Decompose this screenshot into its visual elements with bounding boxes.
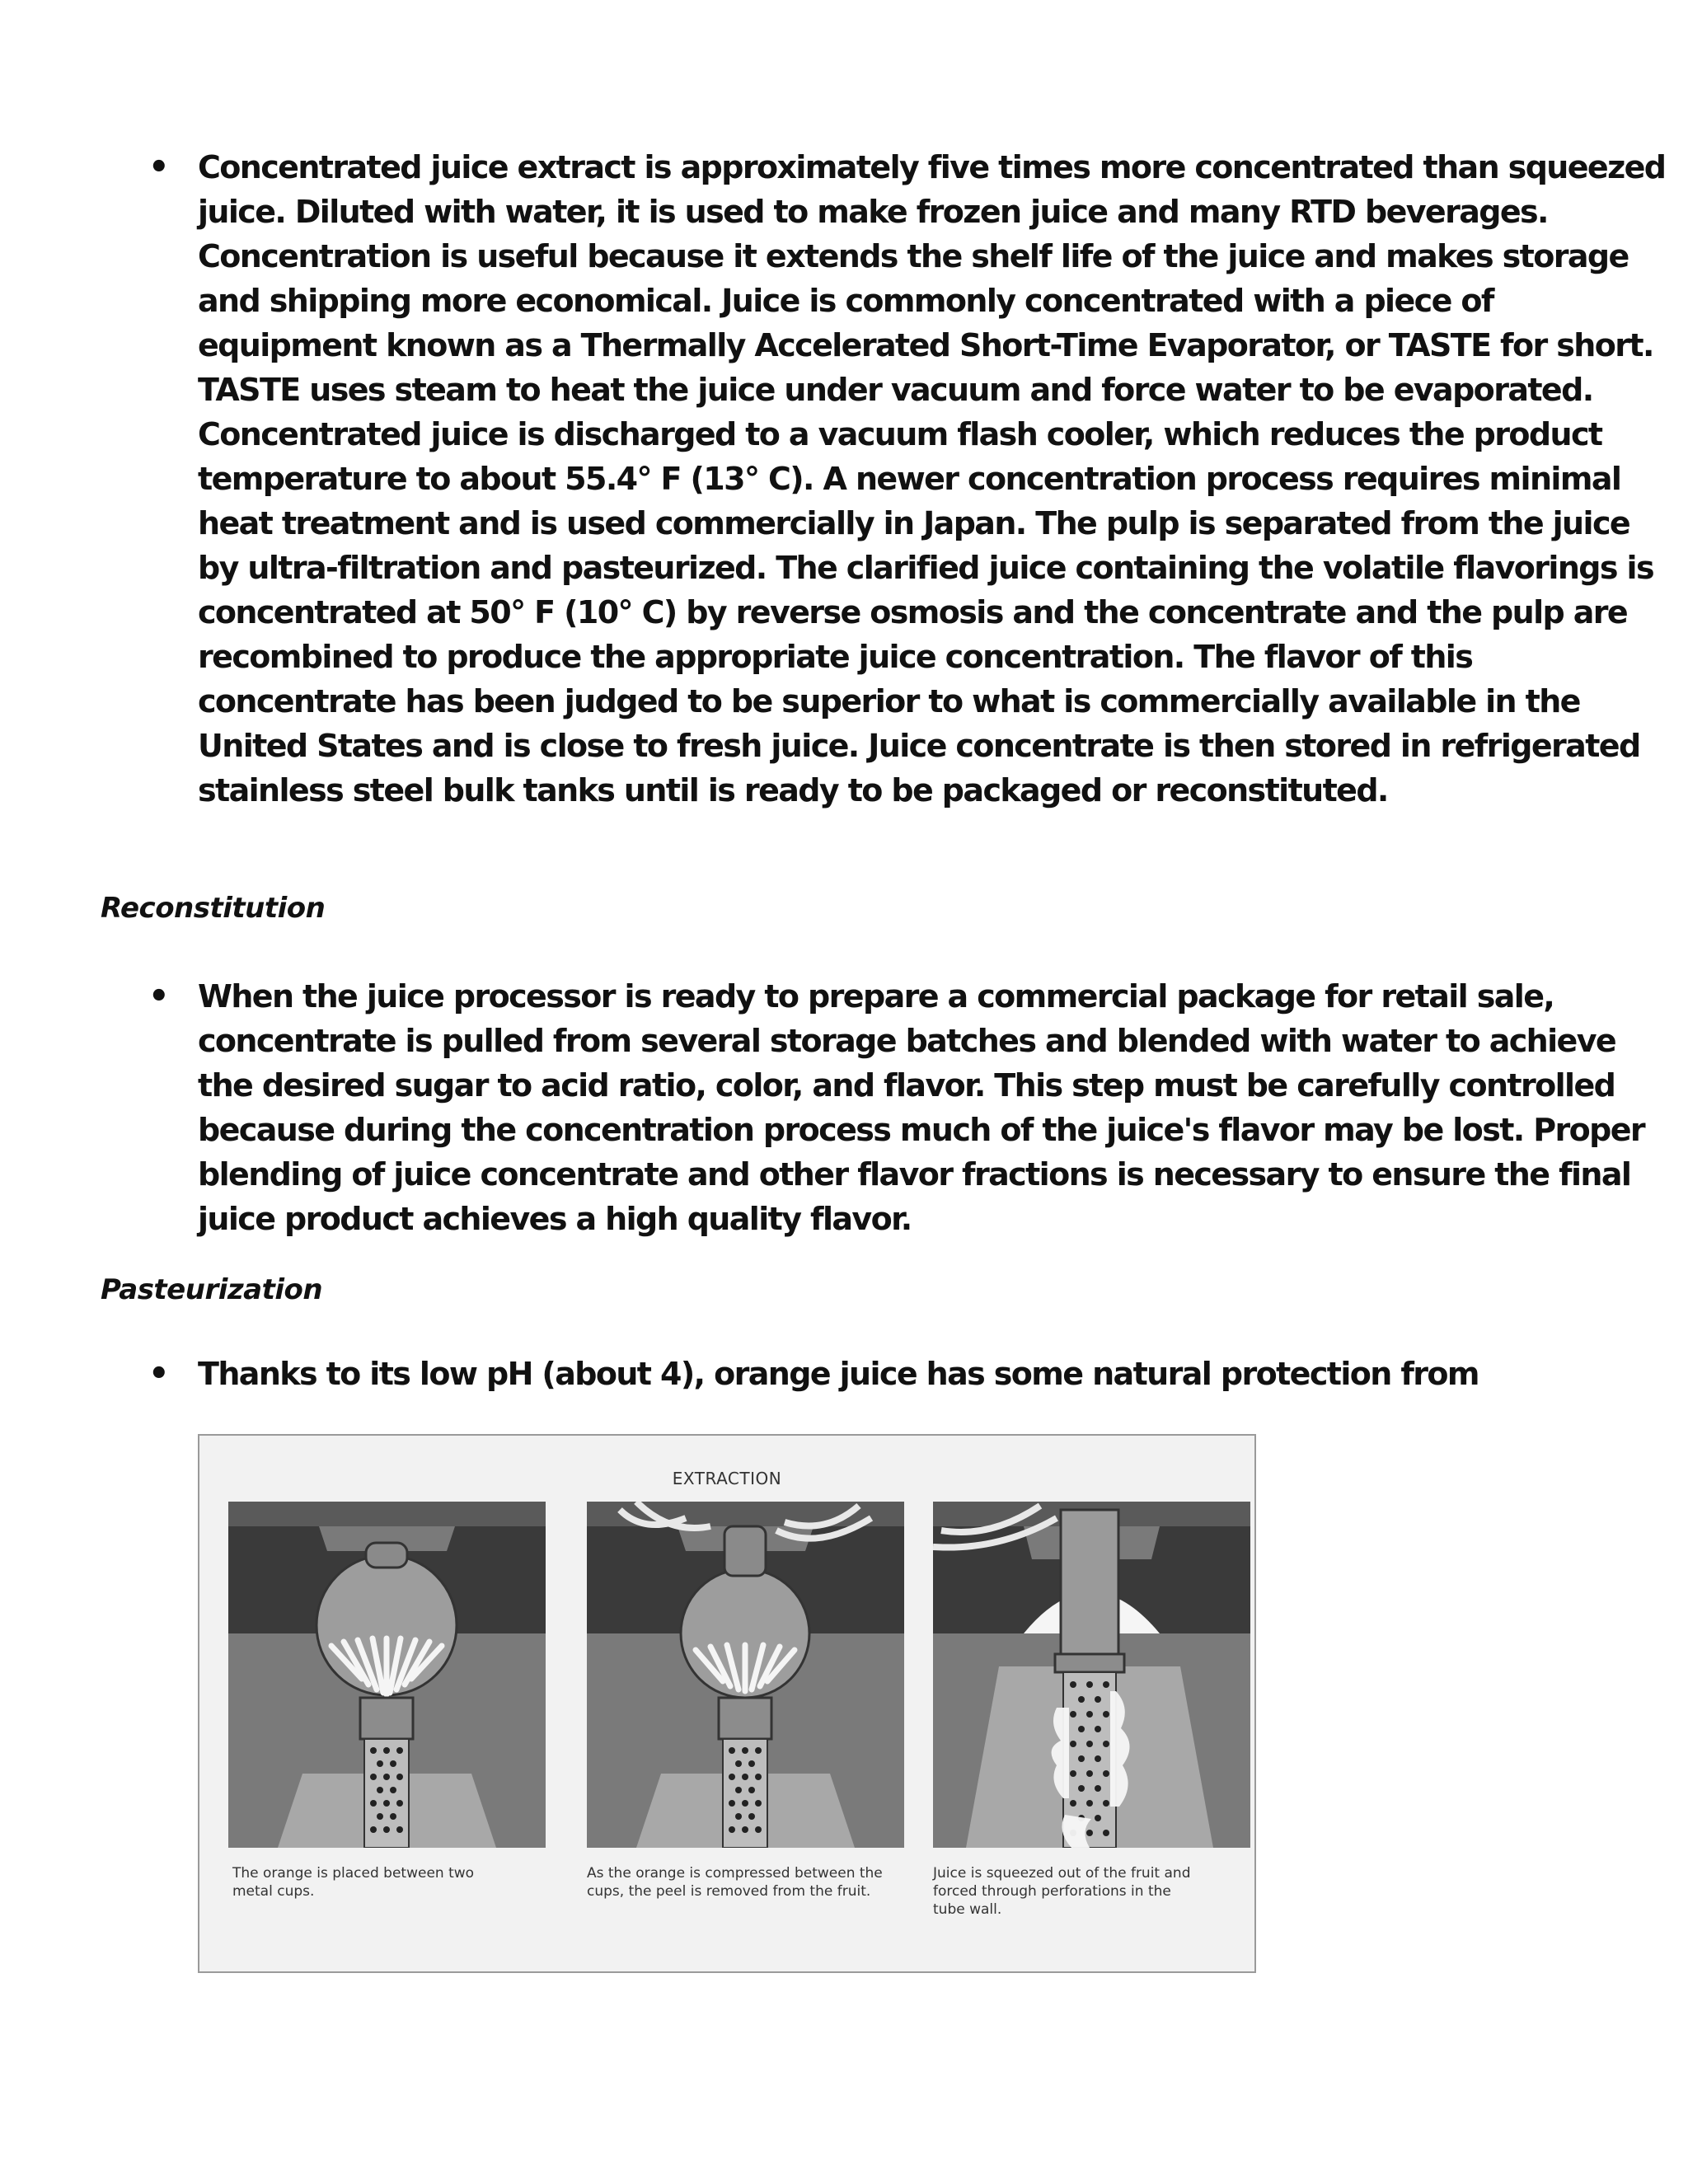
bullet-text: Thanks to its low pH (about 4), orange juice has some natural protection from [198, 1356, 1479, 1392]
bullet-marker: • [148, 148, 170, 186]
bullet-marker: • [148, 1355, 170, 1393]
extraction-panel-2 [587, 1502, 904, 1848]
bullet-marker: • [148, 977, 170, 1015]
figure-caption-1: The orange is placed between two metal cups. [232, 1865, 475, 1900]
figure-title: EXTRACTION [672, 1469, 782, 1488]
bullet-text: When the juice processor is ready to prepare a commercial package for retail sale, concentrate is pulled from several storage batches and blended with water to achieve the desired sugar to acid ratio, color, and flavor. This step must be carefully controlled because during the concentration process much of the juice's flavor may be lost. Proper blending of juice concentrate and other flavor fractions is necessary to ensure the final juice product achieves a high quality flavor. [198, 978, 1645, 1237]
figure-caption-3: Juice is squeezed out of the fruit and forced through perforations in the tube wall. [933, 1865, 1191, 1918]
extraction-panel-3 [933, 1502, 1250, 1848]
heading-reconstitution: Reconstitution [101, 892, 326, 925]
heading-pasteurization: Pasteurization [101, 1273, 323, 1306]
extraction-figure [198, 1434, 1256, 1973]
bullet-text: Concentrated juice extract is approximately five times more concentrated than squeezed juice. Diluted with water, it is used to make frozen juice and many RTD beverages. Concentration is useful because it extends the shelf life of the juice and makes storage and shipping more economical. Juice is commonly concentrated with a piece of equipment known as a Thermally Accelerated Short-Time Evaporator, or TASTE for short. TASTE uses steam to heat the juice under vacuum and force water to be evaporated. Concentrated juice is discharged to a vacuum flash cooler, which reduces the product temperature to about 55.4° F (13° C). A newer concentration process requires minimal heat treatment and is used commercially in Japan. The pulp is separated from the juice by ultra-filtration and pasteurized. The clarified juice containing the volatile flavorings is concentrated at 50° F (10° C) by reverse osmosis and the concentrate and the pulp are recombined to produce the appropriate juice concentration. The flavor of this concentrate has been judged to be superior to what is commercially available in the United States and is close to fresh juice. Juice concentrate is then stored in refrigerated stainless steel bulk tanks until is ready to be packaged or reconstituted. [198, 149, 1666, 808]
figure-caption-2: As the orange is compressed between the cups, the peel is removed from the fruit. [587, 1865, 883, 1900]
extraction-panel-1 [228, 1502, 546, 1848]
